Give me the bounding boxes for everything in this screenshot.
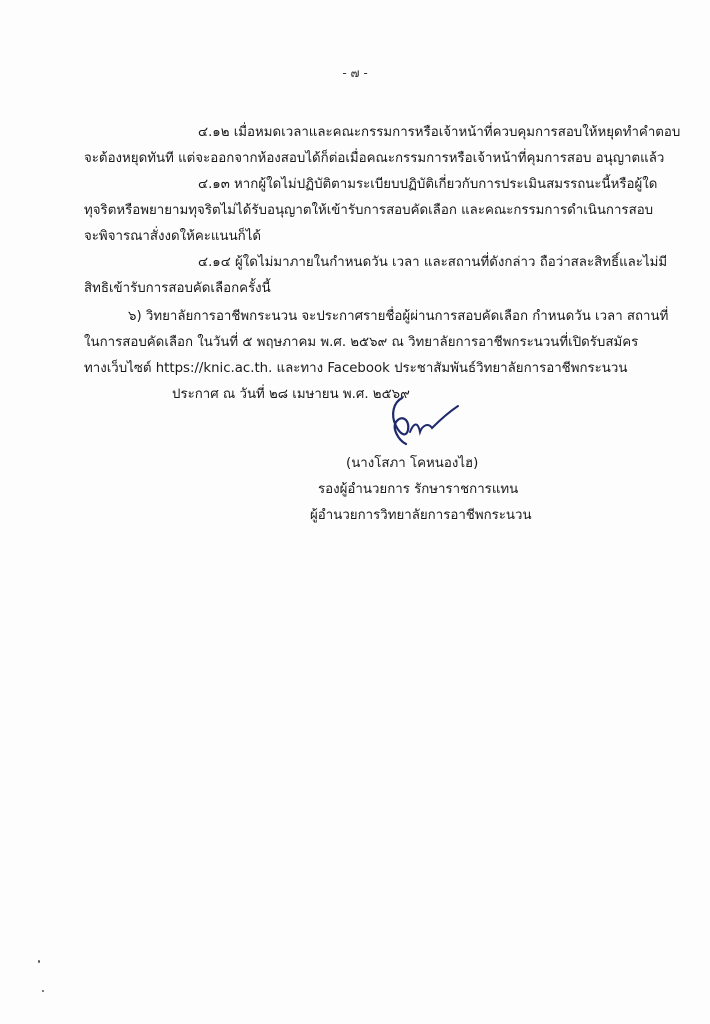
announcement-date: ประกาศ ณ วันที่ ๒๘ เมษายน พ.ศ. ๒๕๖๙ [172, 387, 410, 402]
scan-speck [38, 960, 40, 963]
page-number: - ๗ - [342, 66, 368, 80]
paragraph-6-line-3: ทางเว็บไซต์ https://knic.ac.th. และทาง Facebook ประชาสัมพันธ์วิทยาลัยการอาชีพกระนวน [84, 361, 628, 376]
paragraph-6-line-1: ๖) วิทยาลัยการอาชีพกระนวน จะประกาศรายชื่อผู้ผ่านการสอบคัดเลือก กำหนดวัน เวลา สถานที่ [128, 309, 669, 324]
scan-speck [42, 990, 44, 992]
paragraph-4-14-line-1: ๔.๑๔ ผู้ใดไม่มาภายในกำหนดวัน เวลา และสถานที่ดังกล่าว ถือว่าสละสิทธิ์และไม่มี [198, 255, 668, 270]
signer-position-2: ผู้อำนวยการวิทยาลัยการอาชีพกระนวน [310, 508, 532, 523]
paragraph-4-12-line-2: จะต้องหยุดทันที แต่จะออกจากห้องสอบได้ก็ต่อเมื่อคณะกรรมการหรือเจ้าหน้าที่คุมการสอบ อนุญาตแล้ว [84, 151, 665, 166]
paragraph-4-14-line-2: สิทธิเข้ารับการสอบคัดเลือกครั้งนี้ [84, 281, 271, 296]
paragraph-4-13-line-2: ทุจริตหรือพยายามทุจริตไม่ได้รับอนุญาตให้เข้ารับการสอบคัดเลือก และคณะกรรมการดำเนินการสอบ [84, 203, 654, 218]
paragraph-4-12-line-1: ๔.๑๒ เมื่อหมดเวลาและคณะกรรมการหรือเจ้าหน้าที่ควบคุมการสอบให้หยุดทำคำตอบ [198, 125, 681, 140]
signer-position-1: รองผู้อำนวยการ รักษาราชการแทน [318, 482, 519, 497]
paragraph-4-13-line-3: จะพิจารณาสั่งงดให้คะแนนก็ได้ [84, 229, 262, 244]
paragraph-4-13-line-1: ๔.๑๓ หากผู้ใดไม่ปฏิบัติตามระเบียบปฏิบัติเกี่ยวกับการประเมินสมรรถนะนี้หรือผู้ใด [198, 177, 658, 192]
signer-name: (นางโสภา โคหนองไฮ) [346, 456, 479, 471]
signature-image [372, 392, 472, 450]
paragraph-6-line-2: ในการสอบคัดเลือก ในวันที่ ๕ พฤษภาคม พ.ศ. ๒๕๖๙ ณ วิทยาลัยการอาชีพกระนวนที่เปิดรับสมัคร [84, 335, 639, 350]
